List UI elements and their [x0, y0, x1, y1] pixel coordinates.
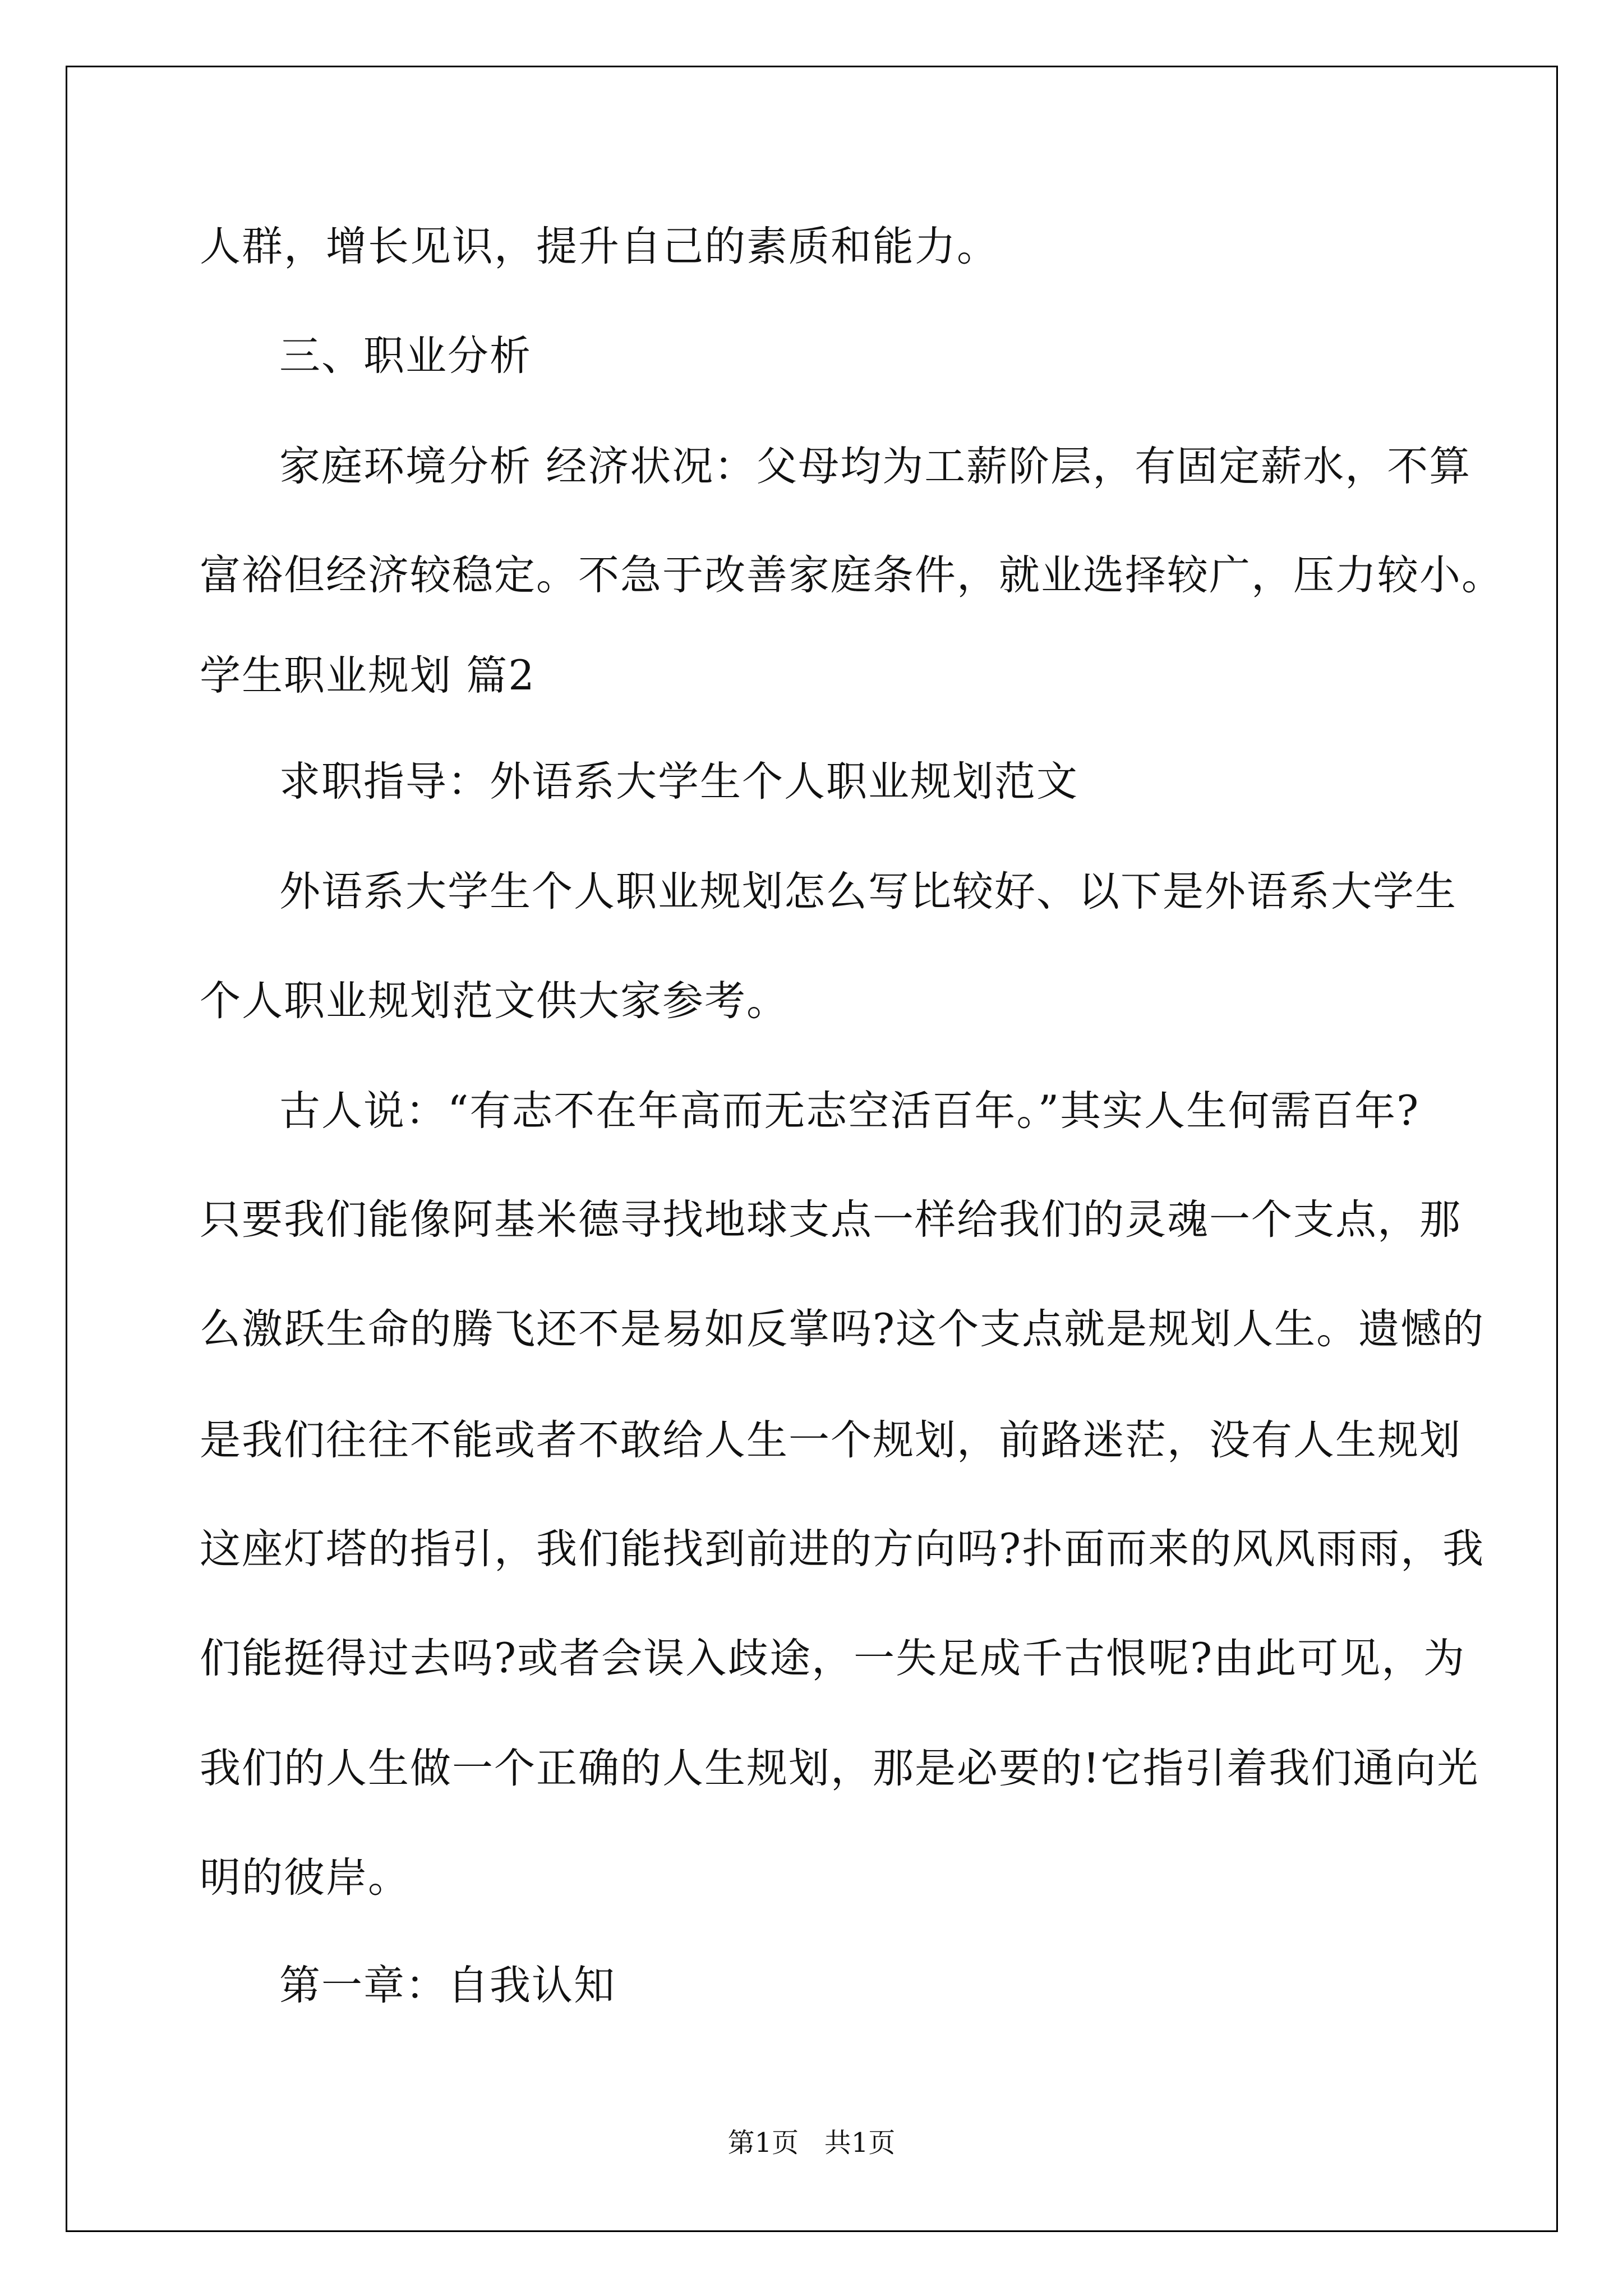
text-line: 们能挺得过去吗?或者会误入歧途，一失足成千古恨呢?由此可见，为: [200, 1635, 1466, 1682]
text-line: 家庭环境分析 经济状况：父母均为工薪阶层，有固定薪水，不算: [279, 443, 1472, 490]
text-line: 富裕但经济较稳定。不急于改善家庭条件，就业选择较广，压力较小。: [200, 551, 1504, 599]
page-number-footer: 第1页 共1页: [727, 2127, 896, 2159]
text-line: 古人说：“有志不在年高而无志空活百年。”其实人生何需百年?: [279, 1087, 1420, 1135]
text-line: 我们的人生做一个正确的人生规划，那是必要的!它指引着我们通向光: [200, 1745, 1479, 1792]
text-line: 明的彼岸。: [200, 1854, 410, 1902]
text-line: 外语系大学生个人职业规划怎么写比较好、以下是外语系大学生: [279, 868, 1457, 915]
text-line: 是我们往往不能或者不敢给人生一个规划，前路迷茫，没有人生规划: [200, 1416, 1461, 1464]
chapter-heading: 第一章：自我认知: [279, 1962, 616, 2009]
text-line: 个人职业规划范文供大家参考。: [200, 977, 789, 1025]
text-line: 求职指导：外语系大学生个人职业规划范文: [279, 758, 1078, 806]
text-line: 只要我们能像阿基米德寻找地球支点一样给我们的灵魂一个支点，那: [200, 1196, 1461, 1244]
page-border: [66, 66, 1558, 2232]
section-heading: 三、职业分析: [279, 332, 532, 380]
text-line: 么激跃生命的腾飞还不是易如反掌吗?这个支点就是规划人生。遗憾的: [200, 1305, 1485, 1353]
article-title: 学生职业规划 篇2: [200, 652, 536, 700]
text-line: 人群，增长见识，提升自己的素质和能力。: [200, 223, 999, 270]
text-line: 这座灯塔的指引，我们能找到前进的方向吗?扑面而来的风风雨雨，我: [200, 1525, 1485, 1573]
